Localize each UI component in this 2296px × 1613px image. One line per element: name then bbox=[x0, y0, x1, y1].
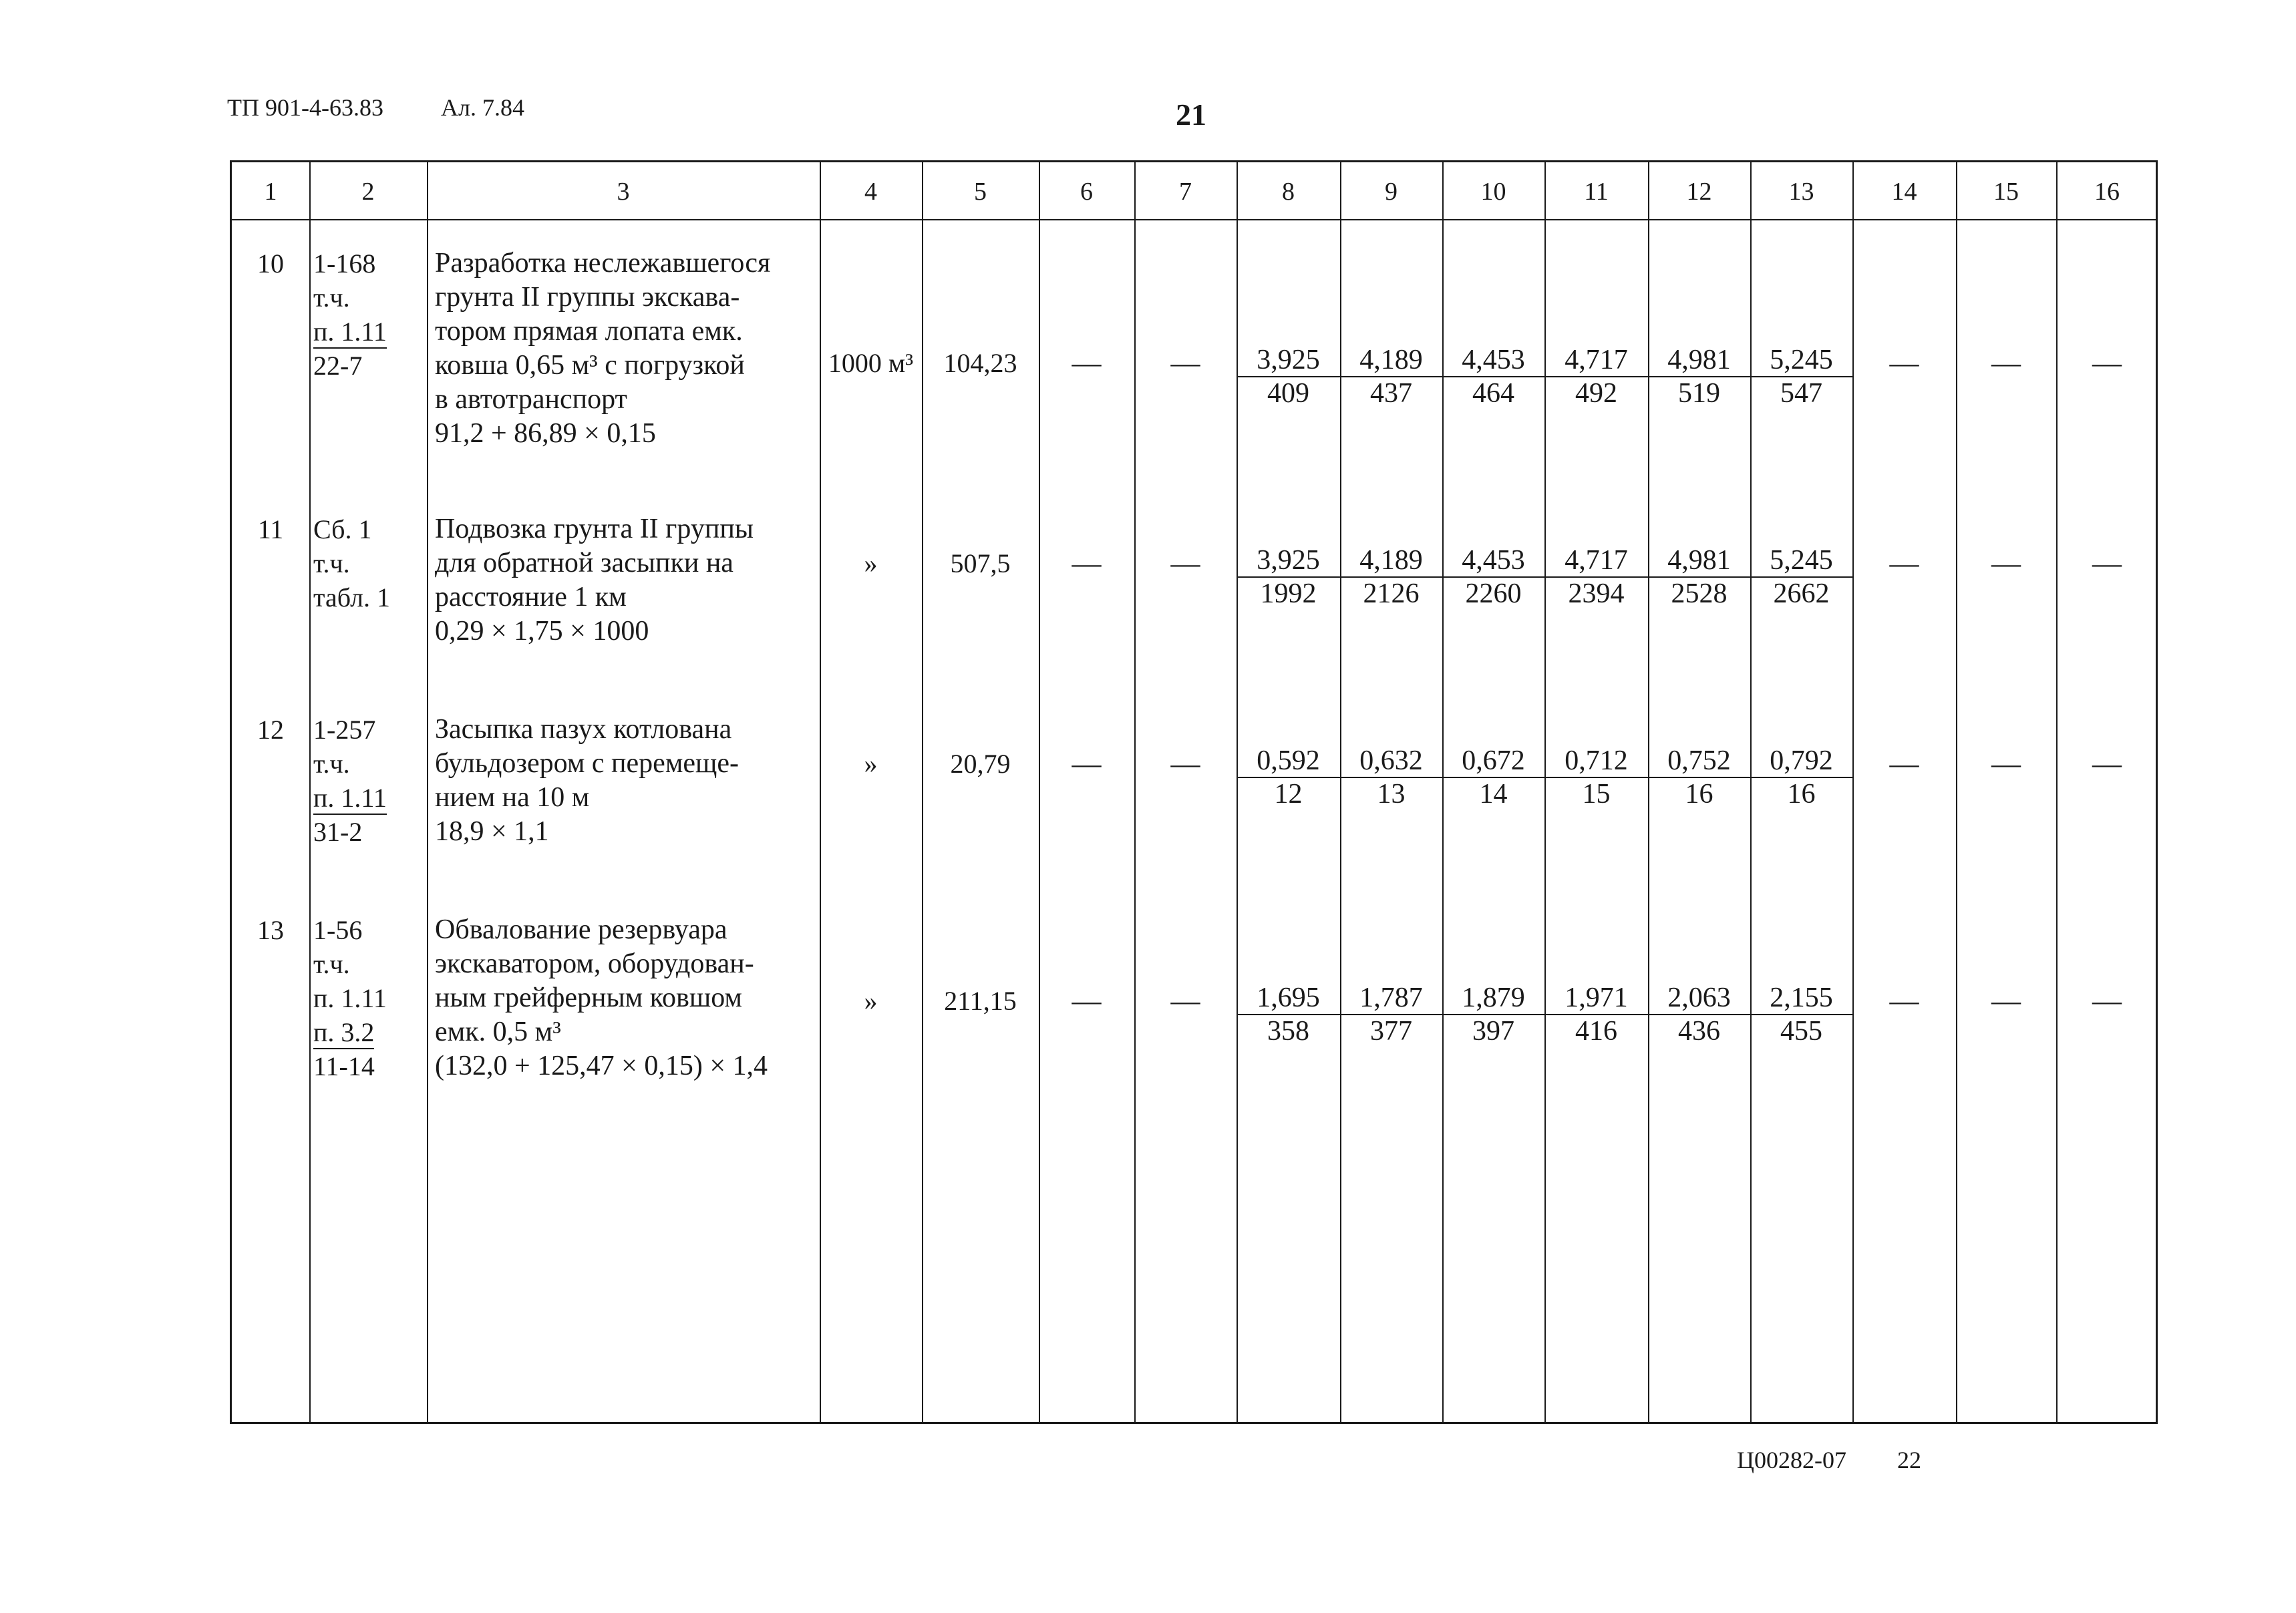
fraction-denominator: 1992 bbox=[1260, 578, 1317, 609]
fraction-denominator: 13 bbox=[1377, 779, 1406, 810]
page-number: 21 bbox=[1176, 98, 1206, 132]
description-line: Обвалование резервуара bbox=[435, 914, 727, 945]
fraction-value bbox=[1442, 544, 1544, 610]
unit-of-measure: » bbox=[864, 749, 878, 779]
fraction-value bbox=[1648, 544, 1750, 610]
fraction-value bbox=[1544, 745, 1648, 810]
norm-ref-line: 11-14 bbox=[313, 1051, 375, 1081]
fraction-denominator: 492 bbox=[1575, 378, 1617, 409]
norm-ref-line: 22-7 bbox=[313, 351, 363, 381]
empty-dash: — bbox=[1072, 984, 1102, 1017]
column-number-7: 7 bbox=[1179, 178, 1192, 206]
norm-ref-line: Сб. 1 bbox=[313, 514, 372, 544]
description-line: 91,2 + 86,89 × 0,15 bbox=[435, 418, 656, 449]
fraction-numerator: 1,879 bbox=[1442, 982, 1544, 1015]
fraction-numerator: 4,717 bbox=[1544, 344, 1648, 377]
empty-dash: — bbox=[1072, 547, 1102, 580]
empty-dash: — bbox=[1170, 547, 1200, 580]
description-line: нием на 10 м bbox=[435, 782, 590, 813]
fraction-numerator: 0,792 bbox=[1750, 745, 1852, 778]
fraction-denominator: 15 bbox=[1582, 779, 1611, 810]
row-number: 12 bbox=[257, 715, 284, 745]
empty-dash: — bbox=[1889, 747, 1919, 780]
empty-dash: — bbox=[1072, 747, 1102, 780]
fraction-numerator: 0,752 bbox=[1648, 745, 1750, 778]
fraction-numerator: 4,981 bbox=[1648, 544, 1750, 578]
fraction-denominator: 2260 bbox=[1465, 578, 1522, 609]
fraction-denominator: 358 bbox=[1267, 1016, 1309, 1047]
norm-ref-line: табл. 1 bbox=[313, 582, 391, 612]
column-number-2: 2 bbox=[361, 178, 375, 206]
fraction-denominator: 2662 bbox=[1773, 578, 1830, 609]
fraction-value bbox=[1648, 982, 1750, 1047]
column-number-9: 9 bbox=[1385, 178, 1398, 206]
empty-dash: — bbox=[1889, 984, 1919, 1017]
norm-ref-line: п. 1.11 bbox=[313, 983, 387, 1013]
fraction-value bbox=[1648, 344, 1750, 409]
fraction-value bbox=[1648, 745, 1750, 810]
fraction-numerator: 0,712 bbox=[1544, 745, 1648, 778]
fraction-value bbox=[1340, 344, 1442, 409]
empty-dash: — bbox=[1991, 347, 2021, 379]
norm-ref-line: т.ч. bbox=[313, 283, 350, 313]
fraction-value bbox=[1544, 344, 1648, 409]
norm-reference bbox=[313, 246, 387, 383]
norm-ref-line: п. 1.11 bbox=[313, 317, 387, 349]
fraction-numerator: 3,925 bbox=[1237, 544, 1340, 578]
quantity: 104,23 bbox=[943, 348, 1017, 378]
empty-dash: — bbox=[1889, 547, 1919, 580]
fraction-value bbox=[1750, 745, 1852, 810]
work-description bbox=[435, 713, 739, 849]
fraction-numerator: 4,189 bbox=[1340, 344, 1442, 377]
footer-document-code: Ц00282-07 bbox=[1737, 1447, 1846, 1473]
fraction-value bbox=[1544, 544, 1648, 610]
description-line: Разработка неслежавшегося bbox=[435, 248, 771, 279]
fraction-denominator: 377 bbox=[1370, 1016, 1412, 1047]
description-line: (132,0 + 125,47 × 0,15) × 1,4 bbox=[435, 1051, 768, 1081]
empty-dash: — bbox=[1170, 347, 1200, 379]
fraction-numerator: 5,245 bbox=[1750, 544, 1852, 578]
work-description bbox=[435, 913, 768, 1083]
fraction-value bbox=[1340, 745, 1442, 810]
description-line: грунта II группы экскава- bbox=[435, 282, 740, 313]
fraction-denominator: 14 bbox=[1479, 779, 1508, 810]
description-line: в автотранспорт bbox=[435, 384, 627, 415]
document-code: ТП 901-4-63.83 bbox=[227, 94, 383, 121]
norm-ref-line: 1-257 bbox=[313, 715, 376, 745]
description-line: расстояние 1 км bbox=[435, 582, 627, 612]
fraction-denominator: 2126 bbox=[1363, 578, 1420, 609]
fraction-numerator: 4,189 bbox=[1340, 544, 1442, 578]
fraction-numerator: 0,632 bbox=[1340, 745, 1442, 778]
fraction-value bbox=[1442, 344, 1544, 409]
row-number: 10 bbox=[257, 248, 284, 279]
column-number-16: 16 bbox=[2094, 178, 2120, 206]
fraction-numerator: 4,453 bbox=[1442, 344, 1544, 377]
fraction-denominator: 436 bbox=[1678, 1016, 1720, 1047]
fraction-denominator: 437 bbox=[1370, 378, 1412, 409]
fraction-denominator: 464 bbox=[1472, 378, 1514, 409]
footer-page-number: 22 bbox=[1897, 1447, 1921, 1473]
fraction-numerator: 3,925 bbox=[1237, 344, 1340, 377]
fraction-value bbox=[1544, 982, 1648, 1047]
fraction-denominator: 455 bbox=[1780, 1016, 1822, 1047]
fraction-value bbox=[1237, 982, 1340, 1047]
fraction-denominator: 547 bbox=[1780, 378, 1822, 409]
empty-dash: — bbox=[2092, 547, 2122, 580]
norm-ref-line: п. 3.2 bbox=[313, 1017, 374, 1049]
norm-ref-line: п. 1.11 bbox=[313, 783, 387, 815]
norm-reference bbox=[313, 512, 390, 614]
fraction-denominator: 2394 bbox=[1568, 578, 1625, 609]
description-line: ковша 0,65 м³ с погрузкой bbox=[435, 350, 745, 381]
column-number-10: 10 bbox=[1480, 178, 1506, 206]
empty-dash: — bbox=[2092, 747, 2122, 780]
fraction-numerator: 4,453 bbox=[1442, 544, 1544, 578]
fraction-value bbox=[1340, 544, 1442, 610]
empty-dash: — bbox=[2092, 984, 2122, 1017]
column-number-11: 11 bbox=[1584, 178, 1609, 206]
column-number-1: 1 bbox=[264, 178, 277, 206]
description-line: Подвозка грунта II группы bbox=[435, 514, 754, 544]
fraction-value bbox=[1340, 982, 1442, 1047]
empty-dash: — bbox=[1170, 984, 1200, 1017]
norm-ref-line: 1-168 bbox=[313, 248, 376, 279]
empty-dash: — bbox=[1170, 747, 1200, 780]
fraction-value bbox=[1750, 544, 1852, 610]
description-line: емк. 0,5 м³ bbox=[435, 1017, 561, 1047]
empty-dash: — bbox=[2092, 347, 2122, 379]
fraction-numerator: 1,695 bbox=[1237, 982, 1340, 1015]
description-line: тором прямая лопата емк. bbox=[435, 316, 743, 347]
column-number-3: 3 bbox=[617, 178, 630, 206]
fraction-numerator: 0,672 bbox=[1442, 745, 1544, 778]
norm-ref-line: 31-2 bbox=[313, 817, 363, 847]
fraction-denominator: 2528 bbox=[1671, 578, 1728, 609]
row-number: 13 bbox=[257, 915, 284, 945]
norm-ref-line: т.ч. bbox=[313, 548, 350, 578]
estimate-table bbox=[230, 160, 2158, 1424]
description-line: ным грейферным ковшом bbox=[435, 982, 742, 1013]
description-line: 18,9 × 1,1 bbox=[435, 816, 549, 847]
work-description bbox=[435, 246, 770, 451]
column-number-12: 12 bbox=[1686, 178, 1712, 206]
fraction-denominator: 16 bbox=[1685, 779, 1713, 810]
column-number-6: 6 bbox=[1080, 178, 1093, 206]
description-line: для обратной засыпки на bbox=[435, 548, 733, 578]
column-number-14: 14 bbox=[1891, 178, 1917, 206]
norm-ref-line: т.ч. bbox=[313, 749, 350, 779]
fraction-value bbox=[1237, 745, 1340, 810]
norm-reference bbox=[313, 913, 387, 1083]
column-divider bbox=[427, 162, 428, 1422]
unit-of-measure: » bbox=[864, 548, 878, 578]
norm-reference bbox=[313, 713, 387, 849]
empty-dash: — bbox=[1072, 347, 1102, 379]
fraction-value bbox=[1750, 982, 1852, 1047]
empty-dash: — bbox=[1889, 347, 1919, 379]
work-description bbox=[435, 512, 754, 649]
column-number-4: 4 bbox=[864, 178, 877, 206]
description-line: Засыпка пазух котлована bbox=[435, 714, 732, 745]
fraction-numerator: 5,245 bbox=[1750, 344, 1852, 377]
fraction-denominator: 12 bbox=[1274, 779, 1303, 810]
fraction-numerator: 1,787 bbox=[1340, 982, 1442, 1015]
header-divider bbox=[232, 219, 2156, 220]
column-number-13: 13 bbox=[1788, 178, 1814, 206]
unit-of-measure: 1000 м³ bbox=[828, 348, 914, 378]
fraction-value bbox=[1442, 745, 1544, 810]
fraction-numerator: 2,063 bbox=[1648, 982, 1750, 1015]
fraction-value bbox=[1237, 344, 1340, 409]
fraction-numerator: 0,592 bbox=[1237, 745, 1340, 778]
fraction-numerator: 1,971 bbox=[1544, 982, 1648, 1015]
unit-of-measure: » bbox=[864, 986, 878, 1016]
fraction-denominator: 519 bbox=[1678, 378, 1720, 409]
empty-dash: — bbox=[1991, 984, 2021, 1017]
fraction-value bbox=[1237, 544, 1340, 610]
norm-ref-line: 1-56 bbox=[313, 915, 363, 945]
quantity: 20,79 bbox=[950, 749, 1011, 779]
fraction-value bbox=[1750, 344, 1852, 409]
norm-ref-line: т.ч. bbox=[313, 949, 350, 979]
fraction-denominator: 397 bbox=[1472, 1016, 1514, 1047]
quantity: 507,5 bbox=[950, 548, 1011, 578]
column-number-5: 5 bbox=[974, 178, 987, 206]
fraction-denominator: 409 bbox=[1267, 378, 1309, 409]
column-number-15: 15 bbox=[1993, 178, 2019, 206]
fraction-denominator: 416 bbox=[1575, 1016, 1617, 1047]
row-number: 11 bbox=[257, 514, 284, 544]
fraction-denominator: 16 bbox=[1787, 779, 1816, 810]
empty-dash: — bbox=[1991, 747, 2021, 780]
quantity: 211,15 bbox=[944, 986, 1017, 1016]
description-line: 0,29 × 1,75 × 1000 bbox=[435, 616, 649, 647]
fraction-numerator: 2,155 bbox=[1750, 982, 1852, 1015]
fraction-numerator: 4,981 bbox=[1648, 344, 1750, 377]
fraction-value bbox=[1442, 982, 1544, 1047]
fraction-numerator: 4,717 bbox=[1544, 544, 1648, 578]
column-number-8: 8 bbox=[1282, 178, 1295, 206]
description-line: экскаватором, оборудован- bbox=[435, 948, 754, 979]
empty-dash: — bbox=[1991, 547, 2021, 580]
column-divider bbox=[309, 162, 311, 1422]
document-date: Ал. 7.84 bbox=[441, 94, 524, 121]
description-line: бульдозером с перемеще- bbox=[435, 748, 740, 779]
